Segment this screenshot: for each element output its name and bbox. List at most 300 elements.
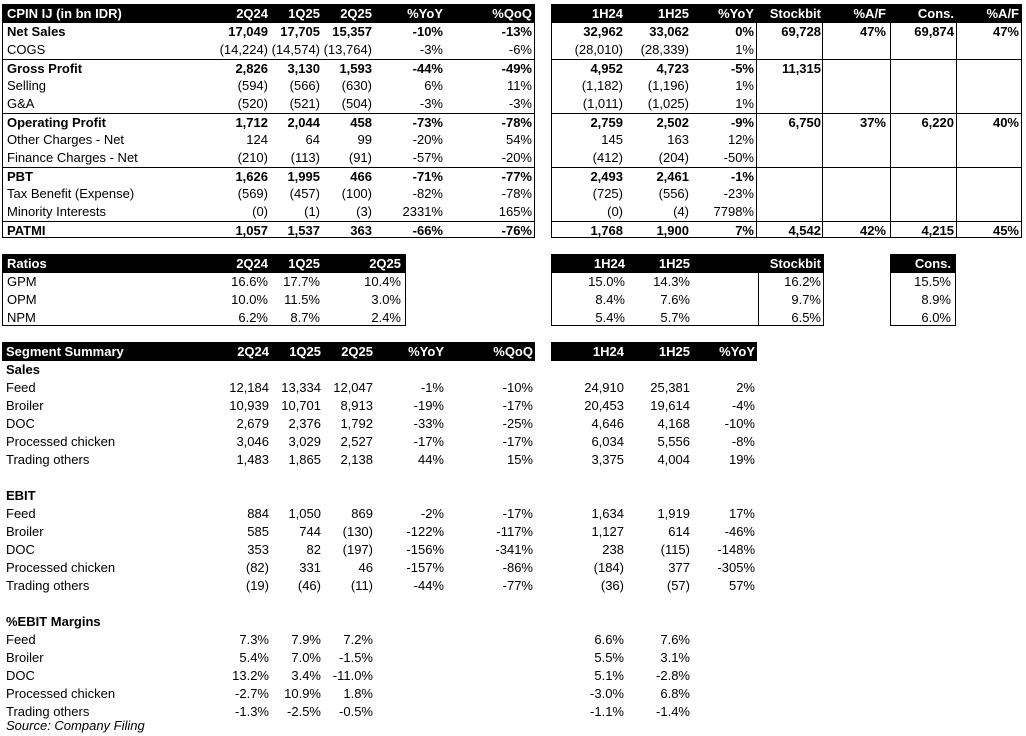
income-value: (3)	[356, 204, 372, 219]
income-value: -78%	[501, 115, 532, 130]
ratios-value: 15.0%	[588, 274, 625, 289]
segment-value: (46)	[297, 578, 321, 593]
segment-col-header: %YoY	[408, 344, 444, 359]
segment-value: 82	[306, 542, 321, 557]
income-value: (91)	[348, 150, 372, 165]
income-value: 165%	[498, 204, 532, 219]
segment-row	[2, 559, 535, 577]
segment-row-label: Processed chicken	[6, 560, 116, 575]
income-value: (630)	[341, 78, 372, 93]
segment-value: 238	[602, 542, 624, 557]
income-row	[552, 149, 1021, 167]
segment-col-header: %QoQ	[493, 344, 533, 359]
ratios-row-label: OPM	[7, 292, 37, 307]
income-value: 2,826	[235, 61, 268, 76]
income-row	[3, 185, 534, 203]
segment-row	[551, 649, 757, 667]
income-value: (204)	[658, 150, 689, 165]
income-row	[3, 149, 534, 167]
segment-value: 7.9%	[291, 632, 321, 647]
ratios-value: 8.9%	[921, 292, 951, 307]
segment-row	[551, 415, 757, 433]
income-row	[3, 167, 534, 186]
ratios-col-header: 2Q25	[369, 256, 401, 271]
segment-group-title: EBIT	[6, 488, 36, 503]
income-row	[552, 77, 1021, 95]
segment-value: 4,004	[657, 452, 690, 467]
segment-value: 5.4%	[239, 650, 269, 665]
segment-value: -19%	[413, 398, 444, 413]
ratios-row	[552, 273, 823, 291]
income-value: 69,728	[781, 24, 821, 39]
segment-value: -17%	[413, 434, 444, 449]
segment-value: 25,381	[650, 380, 690, 395]
ratios-value: 8.7%	[290, 310, 320, 325]
income-value: (566)	[289, 78, 320, 93]
income-value: 7798%	[713, 204, 754, 219]
income-value: -71%	[412, 169, 443, 184]
income-row	[3, 59, 534, 78]
income-col-header: %YoY	[407, 6, 443, 21]
income-value: (504)	[341, 96, 372, 111]
segment-row	[2, 667, 535, 685]
segment-row	[2, 631, 535, 649]
segment-value: 17%	[728, 506, 755, 521]
column-divider	[822, 5, 823, 237]
income-row	[3, 95, 534, 113]
ratios-value: 6.0%	[921, 310, 951, 325]
segment-value: 10,701	[281, 398, 321, 413]
segment-value: -2%	[420, 506, 444, 521]
income-value: (210)	[237, 150, 268, 165]
segment-value: -305%	[717, 560, 755, 575]
ratios-row-label: GPM	[7, 274, 37, 289]
segment-value: 6.6%	[594, 632, 624, 647]
income-value: 37%	[859, 115, 886, 130]
ratios-row	[891, 309, 955, 327]
income-row-label: Other Charges - Net	[7, 132, 125, 147]
segment-group-heading	[2, 613, 535, 631]
income-right-header-row	[552, 5, 1021, 23]
column-divider	[756, 5, 757, 237]
income-value: (569)	[237, 186, 268, 201]
ratios-value: 5.4%	[595, 310, 625, 325]
segment-value: 331	[299, 560, 321, 575]
segment-row-label: Feed	[6, 380, 36, 395]
income-title: CPIN IJ (in bn IDR)	[7, 6, 122, 21]
segment-value: 2,679	[236, 416, 269, 431]
income-value: -73%	[412, 115, 443, 130]
segment-value: 2,376	[288, 416, 321, 431]
income-value: 1,995	[287, 169, 320, 184]
income-value: 17,049	[228, 24, 268, 39]
ratios-row	[891, 273, 955, 291]
segment-value: 3,375	[591, 452, 624, 467]
income-value: 2,759	[590, 115, 623, 130]
segment-value: -117%	[496, 524, 533, 539]
segment-row	[551, 541, 757, 559]
ratios-row-label: NPM	[7, 310, 36, 325]
income-value: -3%	[419, 42, 443, 57]
ratios-value: 10.4%	[364, 274, 401, 289]
income-value: 47%	[859, 24, 886, 39]
segment-row-label: Broiler	[6, 650, 44, 665]
segment-value: -8%	[731, 434, 755, 449]
income-value: 0%	[735, 24, 754, 39]
income-value: 363	[350, 223, 372, 238]
segment-row-label: Broiler	[6, 398, 44, 413]
income-value: 1%	[735, 78, 754, 93]
income-value: (0)	[607, 204, 623, 219]
segment-row	[551, 631, 757, 649]
income-value: 1,057	[235, 223, 268, 238]
segment-row-label: DOC	[6, 542, 35, 557]
ratios-right-header-row	[552, 255, 823, 273]
segment-value: 1,634	[591, 506, 624, 521]
income-value: 11%	[506, 78, 532, 93]
income-row	[3, 41, 534, 59]
segment-row-label: Feed	[6, 632, 36, 647]
ratios-left-table	[2, 254, 406, 326]
segment-value: -4%	[731, 398, 755, 413]
income-value: -57%	[412, 150, 443, 165]
income-row	[3, 203, 534, 221]
income-value: -1%	[730, 169, 754, 184]
income-col-header: 2Q25	[340, 6, 372, 21]
income-value: (113)	[290, 150, 320, 165]
income-value: -76%	[501, 223, 532, 238]
ratios-value: 15.5%	[914, 274, 951, 289]
income-value: (1,011)	[582, 96, 623, 111]
segment-value: -1%	[420, 380, 444, 395]
income-value: 6,750	[788, 115, 821, 130]
income-value: 4,952	[590, 61, 623, 76]
segment-row	[2, 415, 535, 433]
income-value: -50%	[723, 150, 754, 165]
segment-row	[551, 559, 757, 577]
segment-value: -11.0%	[332, 668, 373, 683]
ratios-row	[3, 309, 405, 327]
ratios-col-header: Cons.	[914, 256, 951, 271]
segment-col-header: 2Q25	[341, 344, 373, 359]
income-value: (594)	[237, 78, 268, 93]
segment-row	[551, 433, 757, 451]
income-value: 1,712	[235, 115, 268, 130]
income-value: 1,900	[656, 223, 689, 238]
income-value: 69,874	[914, 24, 954, 39]
income-row	[552, 221, 1021, 240]
segment-col-header: %YoY	[719, 344, 755, 359]
income-col-header: 1H25	[657, 6, 689, 21]
income-value: 6%	[424, 78, 443, 93]
segment-value: -17%	[502, 434, 533, 449]
income-value: -6%	[508, 42, 532, 57]
segment-col-header: 1H25	[658, 344, 690, 359]
income-value: 3,130	[287, 61, 320, 76]
segment-row	[2, 451, 535, 469]
income-value: 2,502	[656, 115, 689, 130]
income-row-label: G&A	[7, 96, 35, 111]
income-value: 42%	[859, 223, 886, 238]
segment-value: 5,556	[657, 434, 690, 449]
segment-value: 24,910	[584, 380, 624, 395]
segment-row	[2, 541, 535, 559]
income-value: 1,768	[590, 223, 623, 238]
income-value: (0)	[252, 204, 268, 219]
income-row-label: PATMI	[7, 223, 46, 238]
segment-value: 44%	[417, 452, 444, 467]
income-statement-right-table	[551, 4, 1022, 238]
ratios-value: 6.5%	[791, 310, 821, 325]
income-col-header: %YoY	[718, 6, 754, 21]
segment-value: 3,029	[288, 434, 321, 449]
income-value: -10%	[412, 24, 443, 39]
segment-value: 1,919	[657, 506, 690, 521]
segment-row	[551, 397, 757, 415]
income-row	[552, 167, 1021, 186]
segment-value: (11)	[350, 578, 373, 593]
segment-value: (130)	[342, 524, 373, 539]
ratios-value: 10.0%	[231, 292, 268, 307]
segment-value: -1.1%	[590, 704, 624, 719]
income-value: -3%	[419, 96, 443, 111]
ratios-consensus-table	[890, 254, 956, 326]
income-value: (520)	[237, 96, 268, 111]
income-row-label: Tax Benefit (Expense)	[7, 186, 135, 201]
income-value: (28,010)	[574, 42, 623, 57]
segment-value: -17%	[502, 506, 533, 521]
segment-value: -1.5%	[339, 650, 373, 665]
income-value: (1,025)	[647, 96, 689, 111]
ratios-col-header: 1H25	[658, 256, 690, 271]
segment-value: 1.8%	[343, 686, 373, 701]
segment-row-label: Broiler	[6, 524, 44, 539]
income-value: -44%	[412, 61, 443, 76]
segment-value: 6.8%	[660, 686, 690, 701]
ratios-col-header: 2Q24	[236, 256, 268, 271]
income-row	[552, 185, 1021, 203]
income-header-row	[3, 5, 534, 23]
income-col-header: %A/F	[853, 6, 886, 21]
segment-value: 3.4%	[291, 668, 321, 683]
ratios-row	[891, 291, 955, 309]
income-value: 7%	[735, 223, 754, 238]
segment-value: 13.2%	[232, 668, 269, 683]
income-value: -3%	[508, 96, 532, 111]
ratios-right-table	[551, 254, 824, 326]
ratios-value: 14.3%	[653, 274, 690, 289]
segment-row	[2, 379, 535, 397]
income-value: -5%	[730, 61, 754, 76]
segment-value: 3.1%	[660, 650, 690, 665]
segment-group-heading	[2, 361, 535, 379]
income-value: -66%	[412, 223, 443, 238]
segment-row-label: Feed	[6, 506, 36, 521]
segment-row	[2, 577, 535, 595]
income-row	[3, 221, 534, 240]
segment-row	[2, 649, 535, 667]
income-value: -82%	[412, 186, 443, 201]
income-value: -20%	[501, 150, 532, 165]
income-value: 32,962	[583, 24, 623, 39]
segment-row-label: Trading others	[6, 578, 90, 593]
income-value: (14,224)	[219, 42, 268, 57]
segment-value: 7.3%	[239, 632, 269, 647]
income-value: (28,339)	[640, 42, 689, 57]
segment-value: 1,127	[591, 524, 624, 539]
income-value: -13%	[501, 24, 532, 39]
segment-value: -157%	[406, 560, 444, 575]
segment-value: -156%	[406, 542, 444, 557]
income-value: 2,044	[287, 115, 320, 130]
income-row	[3, 23, 534, 41]
segment-value: -341%	[495, 542, 533, 557]
income-row	[552, 95, 1021, 113]
segment-value: 4,168	[657, 416, 690, 431]
income-value: 2,493	[590, 169, 623, 184]
income-row-label: Finance Charges - Net	[7, 150, 138, 165]
income-value: (13,764)	[323, 42, 372, 57]
segment-value: 19,614	[650, 398, 690, 413]
ratios-value: 3.0%	[371, 292, 401, 307]
segment-right-header-row	[551, 343, 757, 361]
segment-value: 15%	[506, 452, 533, 467]
segment-row	[551, 379, 757, 397]
income-row	[552, 23, 1021, 41]
income-statement-left-table	[2, 4, 535, 238]
income-row-label: Operating Profit	[7, 115, 106, 130]
income-value: 4,215	[921, 223, 954, 238]
income-value: -77%	[501, 169, 532, 184]
ratios-col-header: Stockbit	[769, 256, 821, 271]
income-value: 1,537	[287, 223, 320, 238]
segment-value: -148%	[717, 542, 755, 557]
ratios-col-header: 1H24	[593, 256, 625, 271]
segment-value: -3.0%	[590, 686, 624, 701]
segment-value: -2.5%	[287, 704, 321, 719]
income-value: (4)	[673, 204, 689, 219]
segment-value: 7.6%	[660, 632, 690, 647]
segment-row	[551, 523, 757, 541]
segment-row	[551, 577, 757, 595]
segment-value: 10.9%	[284, 686, 321, 701]
income-value: 2331%	[402, 204, 443, 219]
income-value: 11,315	[781, 61, 821, 76]
income-value: 1%	[735, 96, 754, 111]
segment-value: 614	[668, 524, 690, 539]
ratios-value: 5.7%	[660, 310, 690, 325]
income-row	[552, 113, 1021, 132]
segment-row	[2, 397, 535, 415]
segment-value: 1,792	[340, 416, 373, 431]
segment-value: 13,334	[281, 380, 321, 395]
income-row-label: Selling	[7, 78, 47, 93]
column-divider	[758, 255, 759, 325]
segment-value: 7.0%	[291, 650, 321, 665]
segment-value: -0.5%	[339, 704, 373, 719]
segment-value: (57)	[666, 578, 690, 593]
income-value: 124	[246, 132, 268, 147]
segment-value: 12,184	[229, 380, 269, 395]
income-value: 466	[350, 169, 372, 184]
source-note: Source: Company Filing	[6, 718, 145, 733]
segment-value: 1,483	[236, 452, 269, 467]
segment-row-label: Trading others	[6, 452, 90, 467]
income-value: 1,593	[339, 61, 372, 76]
segment-row	[551, 685, 757, 703]
segment-col-header: 1Q25	[289, 344, 321, 359]
segment-value: 2,527	[340, 434, 373, 449]
ratios-value: 17.7%	[283, 274, 320, 289]
segment-row	[551, 703, 757, 721]
segment-value: -10%	[502, 380, 533, 395]
segment-row-label: DOC	[6, 668, 35, 683]
ratios-value: 2.4%	[371, 310, 401, 325]
income-value: 2,461	[656, 169, 689, 184]
segment-value: (82)	[245, 560, 269, 575]
income-value: (412)	[592, 150, 623, 165]
income-col-header: 1Q25	[288, 6, 320, 21]
income-value: 6,220	[921, 115, 954, 130]
income-row	[552, 59, 1021, 78]
segment-value: 353	[247, 542, 269, 557]
income-value: 1%	[735, 42, 754, 57]
segment-value: (36)	[600, 578, 624, 593]
income-value: (457)	[289, 186, 320, 201]
segment-value: 57%	[728, 578, 755, 593]
income-row	[552, 41, 1021, 59]
income-value: 4,723	[656, 61, 689, 76]
income-value: 47%	[992, 24, 1019, 39]
ratios-value: 7.6%	[660, 292, 690, 307]
segment-value: -17%	[502, 398, 533, 413]
ratios-value: 16.6%	[231, 274, 268, 289]
income-value: 54%	[505, 132, 532, 147]
income-value: -20%	[412, 132, 443, 147]
income-value: (1,196)	[647, 78, 689, 93]
income-row-label: COGS	[7, 42, 46, 57]
column-divider	[956, 5, 957, 237]
segment-value: 5.5%	[594, 650, 624, 665]
segment-value: -10%	[724, 416, 755, 431]
income-value: -78%	[501, 186, 532, 201]
segment-value: 20,453	[584, 398, 624, 413]
income-row-label: PBT	[7, 169, 33, 184]
column-divider	[890, 5, 891, 237]
income-value: -9%	[730, 115, 754, 130]
segment-value: -1.4%	[656, 704, 690, 719]
income-value: 33,062	[649, 24, 689, 39]
segment-value: -86%	[502, 560, 533, 575]
segment-value: 19%	[728, 452, 755, 467]
segment-title: Segment Summary	[6, 344, 124, 359]
segment-value: (184)	[593, 560, 624, 575]
income-row-label: Minority Interests	[7, 204, 106, 219]
segment-value: 884	[247, 506, 269, 521]
segment-summary-right-table	[551, 342, 757, 719]
segment-value: 46	[358, 560, 373, 575]
segment-col-header: 2Q24	[237, 344, 269, 359]
segment-row	[2, 685, 535, 703]
income-col-header: %QoQ	[492, 6, 532, 21]
segment-value: 7.2%	[343, 632, 373, 647]
ratios-title: Ratios	[7, 256, 47, 271]
income-value: 99	[357, 132, 372, 147]
income-value: 1,626	[235, 169, 268, 184]
segment-value: -77%	[502, 578, 533, 593]
ratios-cons-header-row	[891, 255, 955, 273]
income-value: 40%	[992, 115, 1019, 130]
